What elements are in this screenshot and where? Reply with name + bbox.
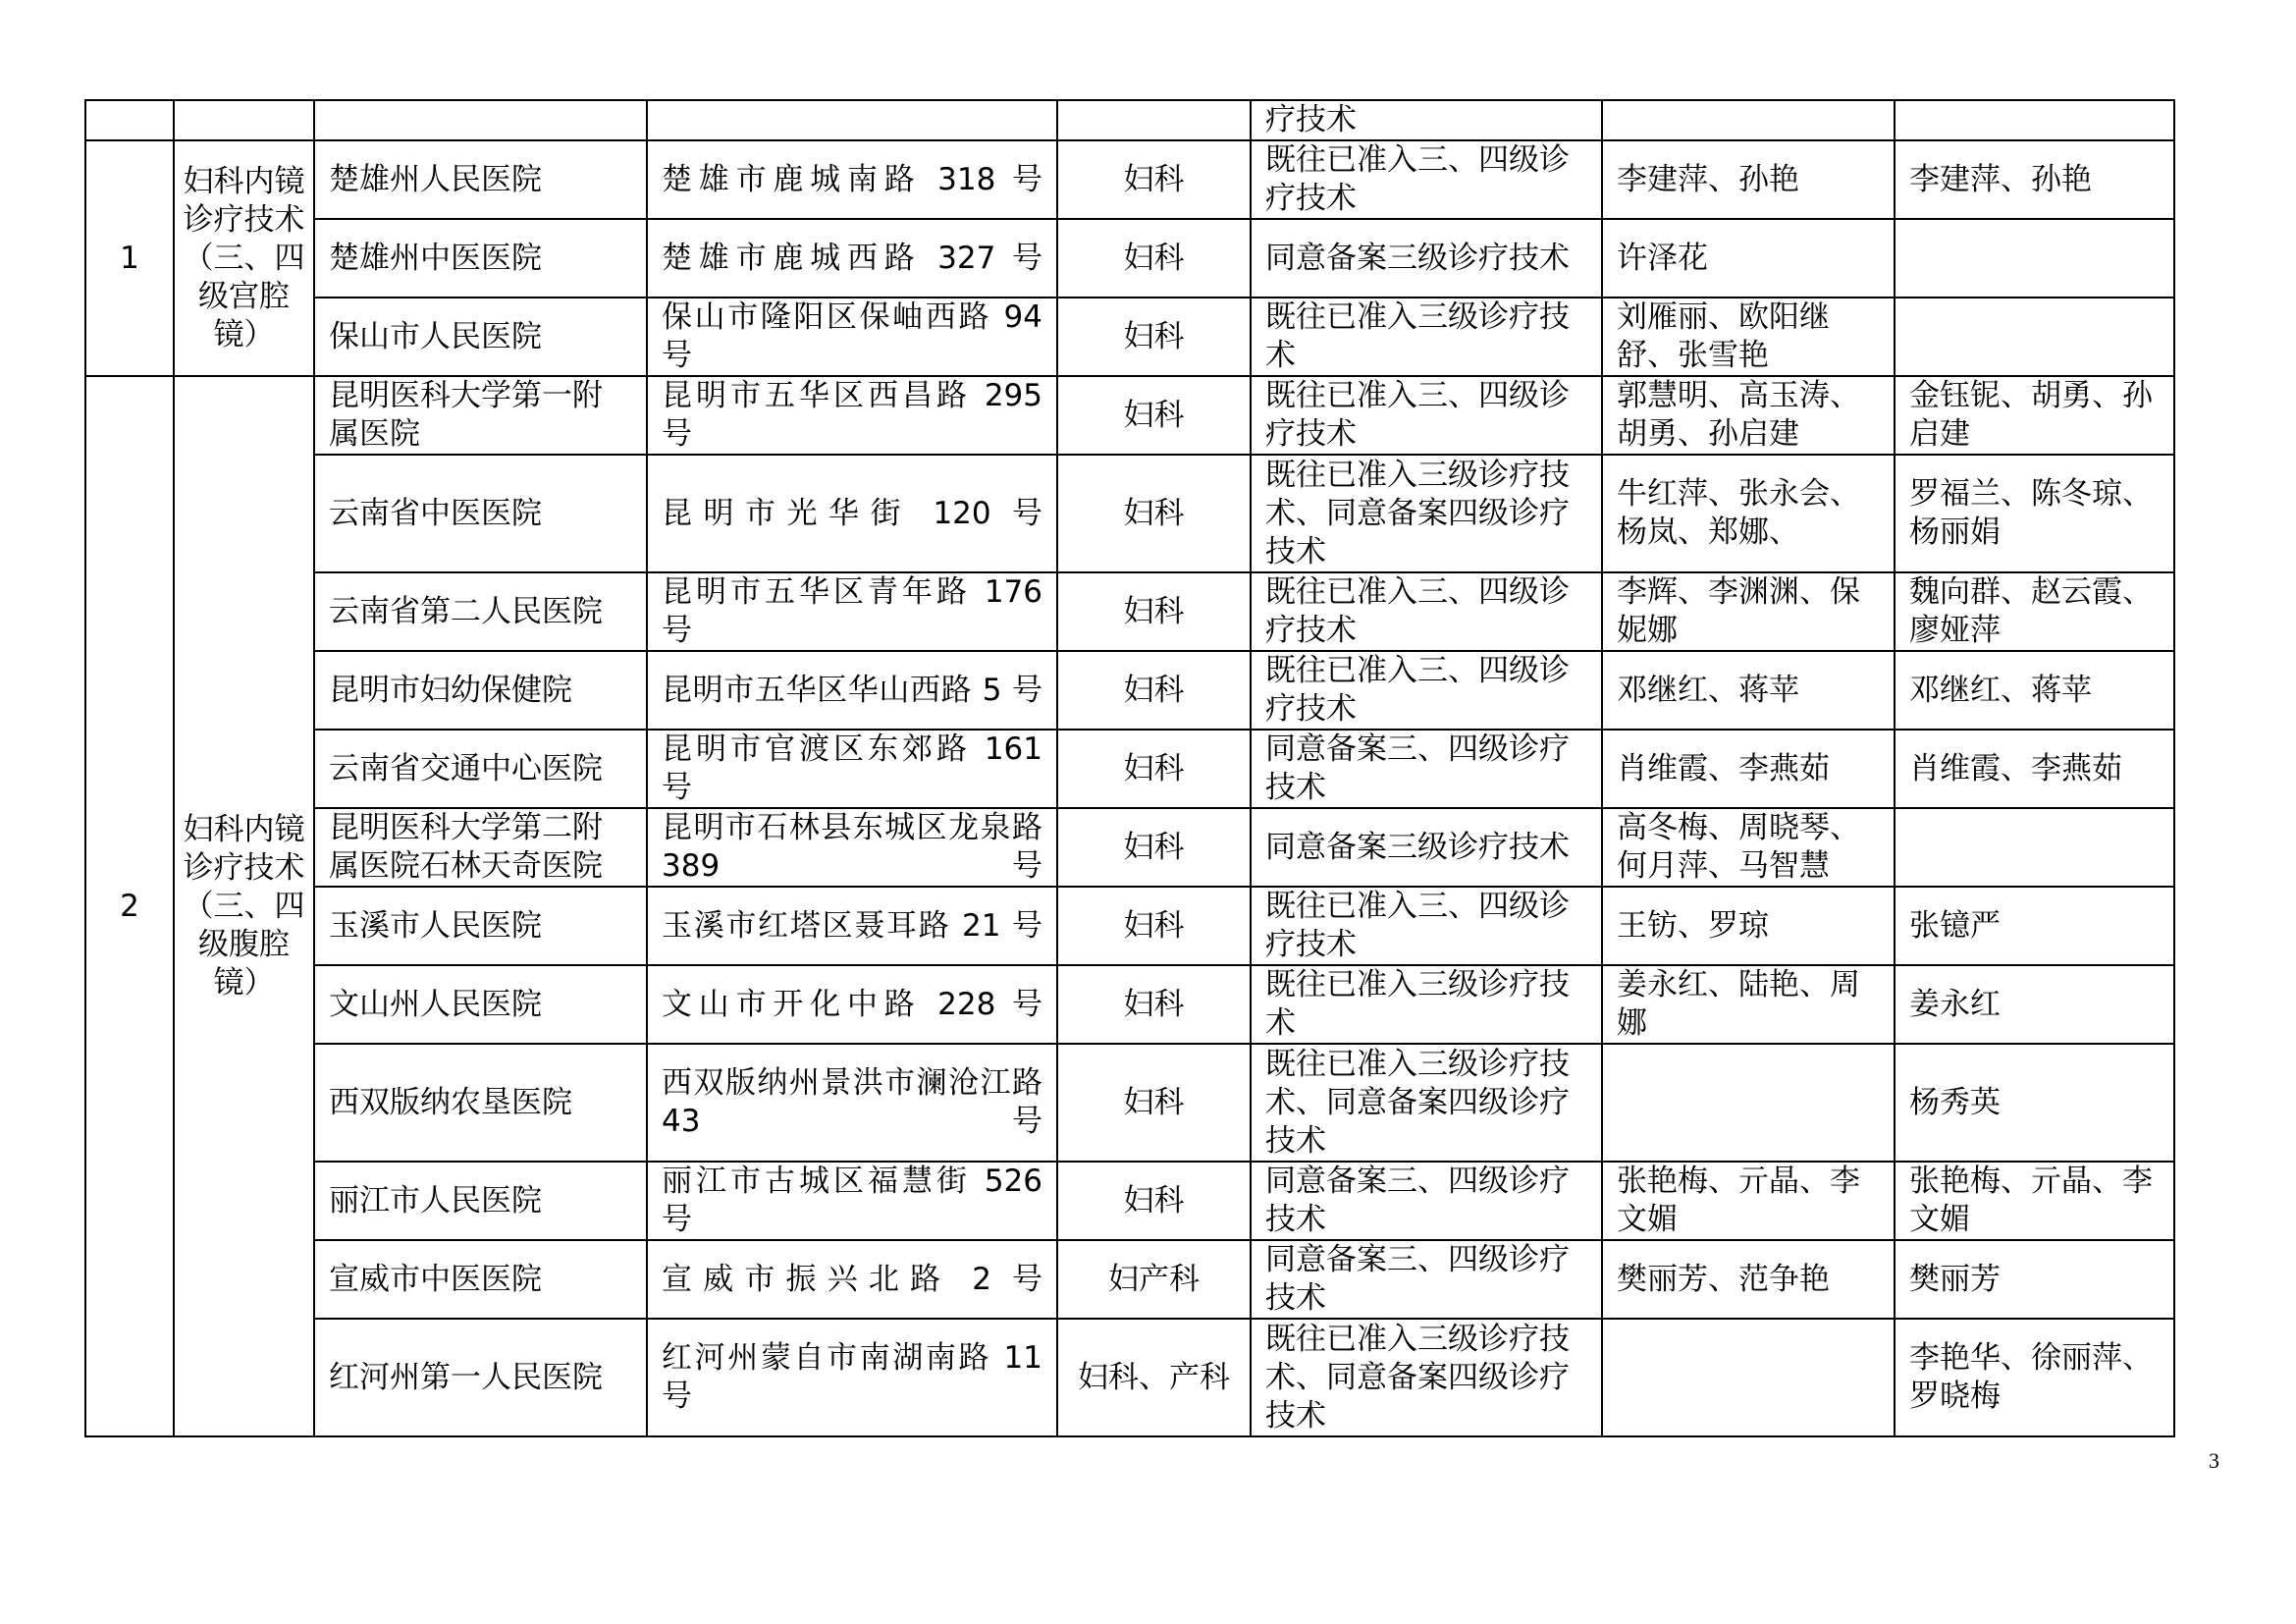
staff-a-cell: 牛红萍、张永会、杨岚、郑娜、: [1602, 455, 1895, 572]
department-cell: 妇科: [1057, 1044, 1251, 1162]
table-row: [85, 1240, 2174, 1319]
department-cell: 妇科: [1057, 651, 1251, 730]
address-cell: 西双版纳州景洪市澜沧江路 43 号: [647, 1044, 1057, 1162]
department-cell: 妇科: [1057, 572, 1251, 651]
department-cell: 妇科: [1057, 219, 1251, 298]
review-result-cell: 同意备案三级诊疗技术: [1251, 219, 1602, 298]
address-cell: 楚雄市鹿城南路 318 号: [647, 140, 1057, 219]
hospital-name-cell: 昆明市妇幼保健院: [314, 651, 647, 730]
carry-hospital-cell: [314, 100, 647, 140]
hospital-name-cell: 保山市人民医院: [314, 298, 647, 376]
department-cell: 妇科: [1057, 887, 1251, 965]
table-row: [85, 730, 2174, 808]
staff-a-cell: 郭慧明、高玉涛、胡勇、孙启建: [1602, 376, 1895, 455]
carry-technique-cell: [174, 100, 314, 140]
hospital-name-cell: 昆明医科大学第二附属医院石林天奇医院: [314, 808, 647, 887]
staff-a-cell: 樊丽芳、范争艳: [1602, 1240, 1895, 1319]
hospital-name-cell: 红河州第一人民医院: [314, 1319, 647, 1436]
staff-b-cell: 张镱严: [1895, 887, 2174, 965]
department-cell: 妇科: [1057, 1162, 1251, 1240]
staff-b-cell: [1895, 298, 2174, 376]
review-result-cell: 同意备案三、四级诊疗技术: [1251, 1162, 1602, 1240]
address-cell: 文山市开化中路 228 号: [647, 965, 1057, 1044]
review-result-cell: 既往已准入三级诊疗技术、同意备案四级诊疗技术: [1251, 455, 1602, 572]
review-result-cell: 既往已准入三、四级诊疗技术: [1251, 140, 1602, 219]
staff-a-cell: [1602, 1044, 1895, 1162]
review-result-cell: 既往已准入三、四级诊疗技术: [1251, 376, 1602, 455]
review-result-cell: 既往已准入三级诊疗技术: [1251, 965, 1602, 1044]
department-cell: 妇产科: [1057, 1240, 1251, 1319]
staff-b-cell: 李艳华、徐丽萍、罗晓梅: [1895, 1319, 2174, 1436]
hospital-name-cell: 云南省中医医院: [314, 455, 647, 572]
carry-staff-a-cell: [1602, 100, 1895, 140]
staff-a-cell: 肖维霞、李燕茹: [1602, 730, 1895, 808]
carry-review-cell: 疗技术: [1251, 100, 1602, 140]
staff-a-cell: 刘雁丽、欧阳继舒、张雪艳: [1602, 298, 1895, 376]
table-row: [85, 651, 2174, 730]
hospital-name-cell: 昆明医科大学第一附属医院: [314, 376, 647, 455]
hospital-name-cell: 丽江市人民医院: [314, 1162, 647, 1240]
staff-b-cell: 邓继红、蒋苹: [1895, 651, 2174, 730]
address-cell: 昆明市五华区青年路 176 号: [647, 572, 1057, 651]
department-cell: 妇科: [1057, 376, 1251, 455]
staff-b-cell: 杨秀英: [1895, 1044, 2174, 1162]
department-cell: 妇科: [1057, 140, 1251, 219]
address-cell: 昆明市五华区华山西路 5 号: [647, 651, 1057, 730]
staff-b-cell: [1895, 808, 2174, 887]
hospital-name-cell: 楚雄州中医医院: [314, 219, 647, 298]
department-cell: 妇科: [1057, 730, 1251, 808]
department-cell: 妇科、产科: [1057, 1319, 1251, 1436]
address-cell: 宣威市振兴北路 2 号: [647, 1240, 1057, 1319]
table-row: [85, 219, 2174, 298]
carry-staff-b-cell: [1895, 100, 2174, 140]
carry-address-cell: [647, 100, 1057, 140]
hospital-name-cell: 玉溪市人民医院: [314, 887, 647, 965]
page-number: 3: [2209, 1448, 2219, 1473]
group-index-cell: 1: [85, 140, 174, 376]
staff-b-cell: 李建萍、孙艳: [1895, 140, 2174, 219]
review-result-cell: 同意备案三、四级诊疗技术: [1251, 1240, 1602, 1319]
department-cell: 妇科: [1057, 965, 1251, 1044]
address-cell: 昆明市五华区西昌路 295 号: [647, 376, 1057, 455]
hospital-name-cell: 西双版纳农垦医院: [314, 1044, 647, 1162]
address-cell: 红河州蒙自市南湖南路 11 号: [647, 1319, 1057, 1436]
table-row: [85, 455, 2174, 572]
staff-b-cell: 金钰铌、胡勇、孙启建: [1895, 376, 2174, 455]
review-result-cell: 既往已准入三级诊疗技术、同意备案四级诊疗技术: [1251, 1319, 1602, 1436]
department-cell: 妇科: [1057, 298, 1251, 376]
address-cell: 楚雄市鹿城西路 327 号: [647, 219, 1057, 298]
table-row: [85, 298, 2174, 376]
table-body: [85, 100, 2174, 1436]
address-cell: 昆明市石林县东城区龙泉路 389 号: [647, 808, 1057, 887]
staff-a-cell: 李辉、李渊渊、保妮娜: [1602, 572, 1895, 651]
review-result-cell: 同意备案三、四级诊疗技术: [1251, 730, 1602, 808]
staff-b-cell: 罗福兰、陈冬琼、杨丽娟: [1895, 455, 2174, 572]
hospital-approval-table: [84, 99, 2175, 1437]
table-row: [85, 140, 2174, 219]
department-cell: 妇科: [1057, 455, 1251, 572]
technique-cell: 妇科内镜诊疗技术（三、四级宫腔镜）: [174, 140, 314, 376]
carry-index-cell: [85, 100, 174, 140]
table-row: [85, 1162, 2174, 1240]
table-row: [85, 1319, 2174, 1436]
hospital-name-cell: 楚雄州人民医院: [314, 140, 647, 219]
table-row: [85, 572, 2174, 651]
address-cell: 昆明市光华街 120 号: [647, 455, 1057, 572]
hospital-name-cell: 文山州人民医院: [314, 965, 647, 1044]
staff-b-cell: 姜永红: [1895, 965, 2174, 1044]
staff-b-cell: [1895, 219, 2174, 298]
staff-b-cell: 肖维霞、李燕茹: [1895, 730, 2174, 808]
carry-over-row: [85, 100, 2174, 140]
staff-a-cell: 李建萍、孙艳: [1602, 140, 1895, 219]
staff-a-cell: 高冬梅、周晓琴、何月萍、马智慧: [1602, 808, 1895, 887]
review-result-cell: 既往已准入三、四级诊疗技术: [1251, 887, 1602, 965]
hospital-name-cell: 宣威市中医医院: [314, 1240, 647, 1319]
address-cell: 保山市隆阳区保岫西路 94 号: [647, 298, 1057, 376]
table-row: [85, 808, 2174, 887]
staff-a-cell: 许泽花: [1602, 219, 1895, 298]
technique-cell: 妇科内镜诊疗技术（三、四级腹腔镜）: [174, 376, 314, 1436]
staff-a-cell: 王钫、罗琼: [1602, 887, 1895, 965]
review-result-cell: 既往已准入三、四级诊疗技术: [1251, 572, 1602, 651]
department-cell: 妇科: [1057, 808, 1251, 887]
staff-b-cell: 樊丽芳: [1895, 1240, 2174, 1319]
table-row: [85, 376, 2174, 455]
table-row: [85, 965, 2174, 1044]
review-result-cell: 同意备案三级诊疗技术: [1251, 808, 1602, 887]
table-row: [85, 887, 2174, 965]
table-row: [85, 1044, 2174, 1162]
review-result-cell: 既往已准入三、四级诊疗技术: [1251, 651, 1602, 730]
address-cell: 玉溪市红塔区聂耳路 21 号: [647, 887, 1057, 965]
carry-dept-cell: [1057, 100, 1251, 140]
staff-a-cell: [1602, 1319, 1895, 1436]
staff-b-cell: 魏向群、赵云霞、廖娅萍: [1895, 572, 2174, 651]
staff-b-cell: 张艳梅、亓晶、李文媚: [1895, 1162, 2174, 1240]
address-cell: 丽江市古城区福慧街 526 号: [647, 1162, 1057, 1240]
review-result-cell: 既往已准入三级诊疗技术: [1251, 298, 1602, 376]
staff-a-cell: 张艳梅、亓晶、李文媚: [1602, 1162, 1895, 1240]
review-result-cell: 既往已准入三级诊疗技术、同意备案四级诊疗技术: [1251, 1044, 1602, 1162]
hospital-name-cell: 云南省交通中心医院: [314, 730, 647, 808]
staff-a-cell: 姜永红、陆艳、周娜: [1602, 965, 1895, 1044]
address-cell: 昆明市官渡区东郊路 161 号: [647, 730, 1057, 808]
hospital-name-cell: 云南省第二人民医院: [314, 572, 647, 651]
staff-a-cell: 邓继红、蒋苹: [1602, 651, 1895, 730]
group-index-cell: 2: [85, 376, 174, 1436]
